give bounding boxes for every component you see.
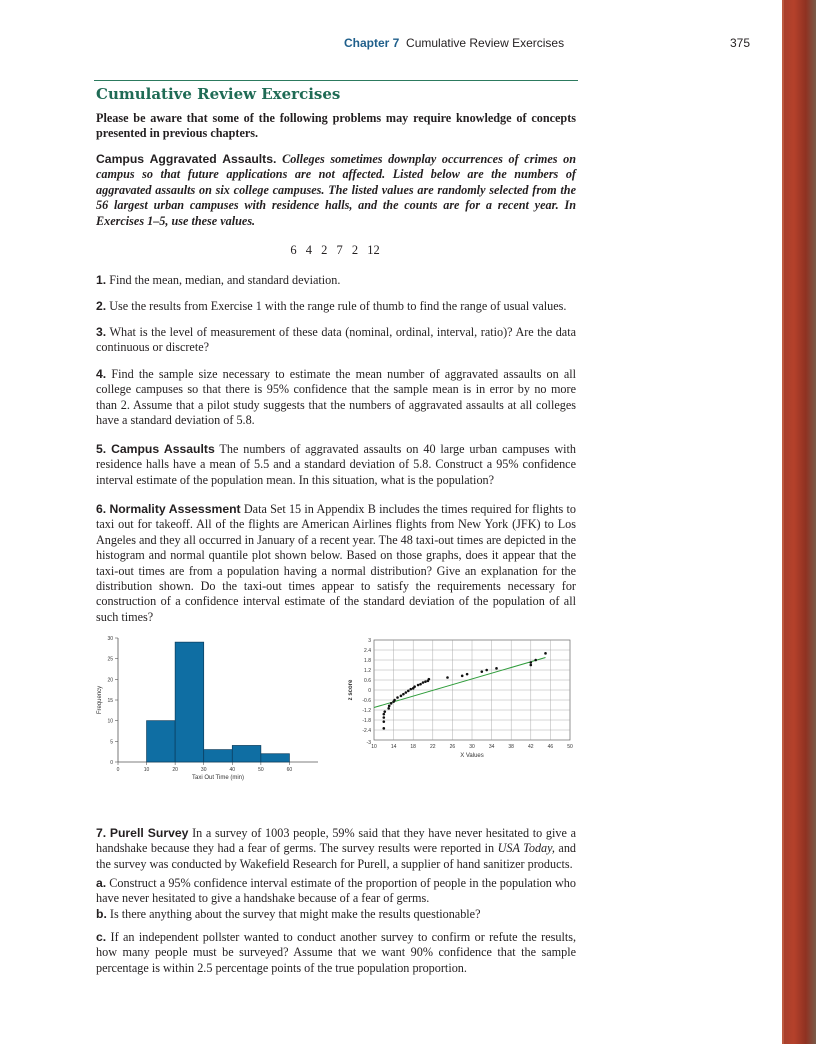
data-point <box>461 675 464 678</box>
data-point <box>402 693 405 696</box>
y-tick-label: -3 <box>366 740 371 746</box>
exercise-text: Use the results from Exercise 1 with the range rule of thumb to find the range of usual values. <box>109 299 567 313</box>
histogram-bar <box>204 750 233 762</box>
data-point <box>530 664 533 667</box>
data-point <box>407 690 410 693</box>
exercise-text: Find the mean, median, and standard deviation. <box>109 273 341 287</box>
x-tick-label: 30 <box>469 744 475 750</box>
exercise-text: The numbers of aggravated assaults on 40 large urban campuses with residence halls have a mean of 5.5 and a standard deviation of 5.8. Construct a 95% confidence interval estimate of the population mean. In this situation, what is the population? <box>96 442 577 487</box>
x-tick-label: 18 <box>410 744 416 750</box>
data-point <box>534 659 537 662</box>
data-point <box>495 667 498 670</box>
data-point <box>388 705 391 708</box>
x-tick-label: 30 <box>200 767 207 773</box>
page-edge-decoration <box>782 0 816 1044</box>
source-publication: USA Today, <box>497 841 555 856</box>
x-tick-label: 20 <box>172 767 178 773</box>
y-axis-label: z score <box>348 679 354 701</box>
data-point <box>383 710 386 713</box>
y-tick-label: 30 <box>107 636 113 642</box>
data-point <box>383 713 386 716</box>
histogram-bar <box>232 745 261 762</box>
data-point <box>393 699 396 702</box>
part-text: If an independent pollster wanted to conduct another survey to confirm or refute the results, how many people must be surveyed? Assume that we want 90% confidence that the sample percentage is within 2.5 percentage points of the true population proportion. <box>96 930 577 975</box>
part-text: Is there anything about the survey that might make the results questionable? <box>109 907 481 921</box>
y-tick-label: -1.8 <box>362 718 371 724</box>
exercise-number: 6. <box>96 502 107 516</box>
y-tick-label: 3 <box>368 638 371 644</box>
x-tick-label: 0 <box>116 767 120 773</box>
exercise-number: 7. <box>96 826 107 840</box>
data-point <box>405 691 408 694</box>
chapter-title: Cumulative Review Exercises <box>406 36 565 50</box>
exercise-4 <box>96 367 576 429</box>
x-tick-label: 50 <box>567 744 573 750</box>
x-tick-label: 42 <box>528 744 534 750</box>
y-tick-label: 1.8 <box>364 658 371 664</box>
part-label: c. <box>96 930 107 944</box>
data-point <box>400 695 403 698</box>
exercise-text: What is the level of measurement of these data (nominal, ordinal, interval, ratio)? Are the data continuous or discrete? <box>96 325 577 355</box>
campus-paragraph <box>96 152 576 229</box>
x-tick-label: 50 <box>258 767 264 773</box>
exercise-3 <box>96 325 576 356</box>
exercise-number: 2. <box>96 299 107 313</box>
exercise-number: 3. <box>96 325 107 339</box>
data-point <box>390 702 393 705</box>
y-tick-label: 25 <box>107 656 113 663</box>
x-tick-label: 34 <box>488 744 495 750</box>
exercise-7a <box>96 876 576 907</box>
data-point <box>396 696 399 699</box>
section-rule <box>94 80 578 81</box>
normal-quantile-plot <box>330 632 580 772</box>
y-tick-label: 0 <box>110 760 113 766</box>
data-point <box>424 680 427 683</box>
running-header <box>344 36 564 50</box>
part-label: b. <box>96 907 107 921</box>
x-tick-label: 26 <box>449 744 456 750</box>
exercise-title: Normality Assessment <box>109 502 241 516</box>
data-values: 6 4 2 7 2 12 <box>290 243 380 257</box>
data-point <box>422 681 425 684</box>
y-tick-label: 2.4 <box>364 648 371 654</box>
y-tick-label: 1.2 <box>364 668 371 674</box>
data-point <box>544 652 547 655</box>
intro-paragraph: Please be aware that some of the following problems may require knowledge of concepts presented in previous chapters. <box>96 111 576 141</box>
data-point <box>409 688 412 691</box>
data-point <box>485 669 488 672</box>
data-point <box>383 716 386 719</box>
exercise-title: Purell Survey <box>109 826 189 840</box>
exercise-text: Find the sample size necessary to estimate the mean number of aggravated assaults on all college campuses so that there is 95% confidence that the sample mean is in error by no more than 2. Assume that a pilot study suggests that the numbers of aggravated assaults at all colleges have a standard deviation of 5.8. <box>96 367 576 428</box>
exercise-2 <box>96 299 576 314</box>
data-point <box>383 727 386 730</box>
exercise-1 <box>96 273 576 288</box>
histogram-bar <box>175 642 204 762</box>
exercise-number: 4. <box>96 367 107 381</box>
x-tick-label: 38 <box>508 744 514 750</box>
part-text: Construct a 95% confidence interval estimate of the proportion of people in the population who have never hesitated to give a handshake because of a fear of germs. <box>96 876 576 906</box>
y-tick-label: 15 <box>107 698 113 704</box>
section-title: Cumulative Review Exercises <box>96 85 341 103</box>
exercise-7 <box>96 826 576 872</box>
exercise-5 <box>96 442 576 488</box>
y-tick-label: 0 <box>368 688 371 694</box>
data-point <box>466 673 469 676</box>
data-point <box>419 683 422 686</box>
data-point <box>413 685 416 688</box>
data-point <box>428 678 431 681</box>
y-tick-label: 0.6 <box>364 678 371 684</box>
y-tick-label: 5 <box>110 739 113 746</box>
x-axis-label: X Values <box>460 753 484 759</box>
y-tick-label: -2.4 <box>362 728 371 734</box>
data-point <box>446 676 449 679</box>
x-axis-label: Taxi Out Time (min) <box>191 775 245 781</box>
y-tick-label: -0.6 <box>362 698 371 704</box>
data-point <box>530 661 533 664</box>
histogram-chart <box>92 632 332 812</box>
y-tick-label: -1.2 <box>362 708 371 714</box>
part-label: a. <box>96 876 107 890</box>
exercise-6 <box>96 502 576 625</box>
data-point <box>387 707 390 710</box>
exercise-7b <box>96 907 576 922</box>
exercise-7c <box>96 930 576 976</box>
exercise-number: 5. <box>96 442 107 456</box>
exercise-text: In a survey of 1003 people, 59% said that they have never hesitated to give a handshake because they had a fear of germs. The survey results were reported in <box>96 826 576 856</box>
x-tick-label: 22 <box>430 744 436 750</box>
x-tick-label: 40 <box>229 767 236 773</box>
data-point <box>481 670 484 673</box>
y-tick-label: 10 <box>107 718 113 725</box>
exercise-text-end: and the survey was conducted by Wakefield Research for Purell, a supplier of hand sanitizer products. <box>96 841 577 871</box>
exercise-text: Data Set 15 in Appendix B includes the times required for flights to taxi out for takeoff. All of the flights are American Airlines flights from New York (JFK) to Los Angeles and they all occurred in January of a recent year. The 48 taxi-out times are depicted in the histogram and normal quantile plot shown below. Based on those graphs, does it appear that the taxi-out times are from a population having a normal distribution? Give an explanation for the distribution shown. Do the taxi-out times appear to satisfy the requirements necessary for construction of a confidence interval estimate of the standard deviation of the population of all such times? <box>96 502 577 624</box>
y-axis-label: Frequency <box>97 685 103 715</box>
campus-text: Colleges sometimes downplay occurrences of crimes on campus so that future applications are not affected. Listed below are the numbers of aggravated assaults on six college campuses. The listed values are randomly selected from the 56 largest urban campuses with residence halls, and the counts are for a recent year. In Exercises 1–5, use these values. <box>96 152 576 228</box>
histogram-bar <box>147 721 176 762</box>
x-tick-label: 10 <box>143 767 150 773</box>
exercise-title: Campus Assaults <box>111 442 215 456</box>
data-point <box>417 684 420 687</box>
exercise-number: 1. <box>96 273 107 287</box>
histogram-bar <box>261 754 290 762</box>
page-number: 375 <box>730 36 751 50</box>
campus-title: Campus Aggravated Assaults. <box>96 152 277 166</box>
x-tick-label: 14 <box>390 744 397 750</box>
y-tick-label: 20 <box>107 677 113 684</box>
data-point <box>383 720 386 723</box>
x-tick-label: 60 <box>286 767 293 773</box>
x-tick-label: 46 <box>547 744 554 750</box>
chapter-label: Chapter 7 <box>344 36 400 50</box>
x-tick-label: 10 <box>371 744 377 750</box>
